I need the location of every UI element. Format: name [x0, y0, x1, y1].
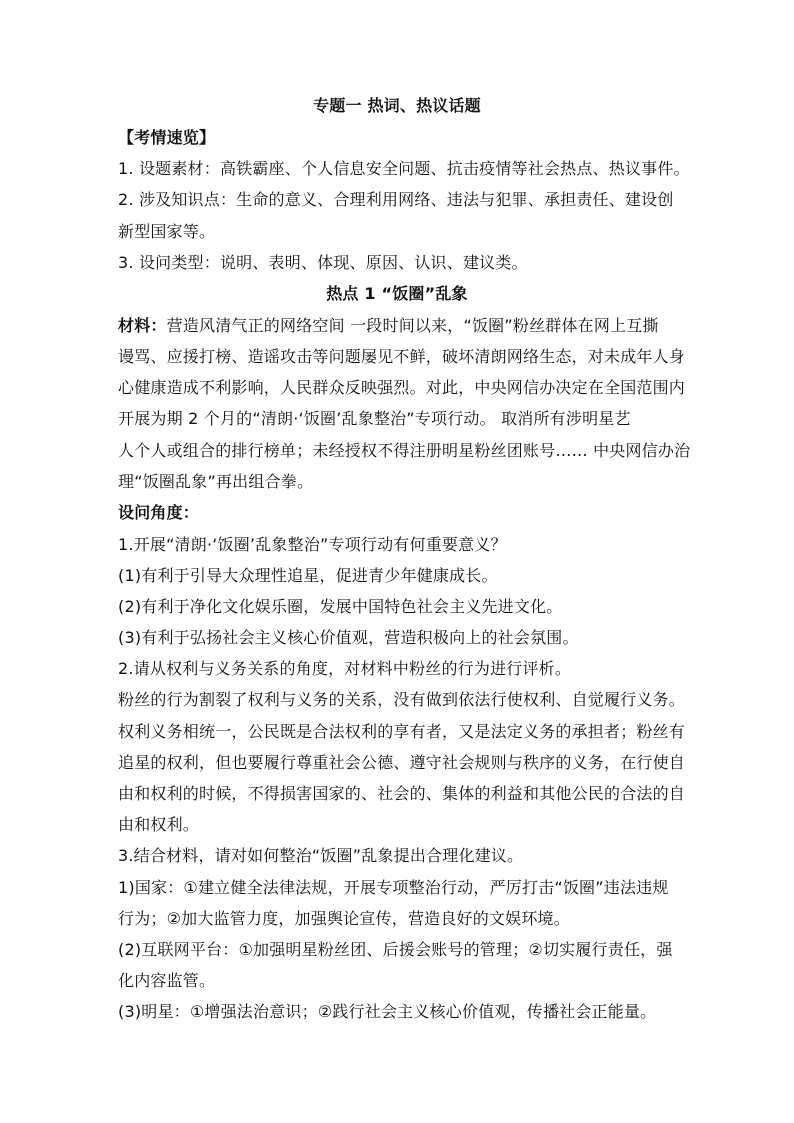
- answer-3-line-4: 化内容监管。: [118, 971, 216, 990]
- material-line-5: 人个人或组合的排行榜单；未经授权不得注册明星粉丝团账号…… 中央网信办治: [118, 441, 691, 460]
- answer-3-line-1: 1)国家：①建立健全法律法规，开展专项整治行动，严厉打击“饭圈”违法违规: [118, 878, 669, 897]
- answer-2-line-4: 由和权利的时候，不得损害国家的、社会的、集体的利益和其他公民的合法的自: [118, 784, 686, 803]
- answer-1-2: (2)有利于净化文化娱乐圈，发展中国特色社会主义先进文化。: [118, 597, 563, 616]
- material-line-6: 理“饭圈乱象”再出组合拳。: [118, 472, 314, 491]
- answer-2-line-1: 粉丝的行为割裂了权利与义务的关系，没有做到依法行使权利、自觉履行义务。: [118, 690, 686, 709]
- question-1: 1.开展“清朗·‘饭圈’乱象整治”专项行动有何重要意义？: [118, 535, 507, 554]
- answer-1-1: (1)有利于引导大众理性追星，促进青少年健康成长。: [118, 566, 498, 585]
- overview-line-1: 1. 设题素材：高铁霸座、个人信息安全问题、抗击疫情等社会热点、热议事件。: [118, 159, 690, 178]
- answer-3-line-3: (2)互联网平台：①加强明星粉丝团、后援会账号的管理；②切实履行责任，强: [118, 940, 673, 959]
- material-line-1: 材料：营造风清气正的网络空间 一段时间以来，“饭圈”粉丝群体在网上互撕: [118, 316, 659, 335]
- answer-3-line-2: 行为；②加大监管力度，加强舆论宣传，营造良好的文娱环境。: [118, 909, 570, 928]
- material-line-4: 开展为期 2 个月的“清朗·‘饭圈’乱象整治”专项行动。 取消所有涉明星艺: [118, 409, 631, 428]
- page-title: 专题一 热词、热议话题: [313, 96, 481, 115]
- overview-line-3: 新型国家等。: [118, 222, 216, 241]
- question-angle-label: 设问角度：: [118, 503, 200, 522]
- answer-2-line-2: 权利义务相统一，公民既是合法权利的享有者，又是法定义务的承担者；粉丝有: [118, 722, 686, 741]
- material-line-3: 心健康造成不利影响，人民群众反映强烈。对此，中央网信办决定在全国范围内: [118, 378, 686, 397]
- section-label: 【考情速览】: [118, 128, 216, 147]
- hotspot-title: 热点 1 “饭圈”乱象: [326, 284, 468, 303]
- material-line-2: 谩骂、应援打榜、造谣攻击等问题屡见不鲜，破坏清朗网络生态，对未成年人身: [118, 347, 686, 366]
- answer-1-3: (3)有利于弘扬社会主义核心价值观，营造积极向上的社会氛围。: [118, 628, 579, 647]
- material-label: 材料：: [118, 316, 167, 335]
- question-3: 3.结合材料，请对如何整治“饭圈”乱象提出合理化建议。: [118, 846, 524, 865]
- answer-2-line-3: 追星的权利，但也要履行尊重社会公德、遵守社会规则与秩序的义务，在行使自: [118, 753, 686, 772]
- answer-2-line-5: 由和权利。: [118, 815, 200, 834]
- question-2: 2.请从权利与义务关系的角度，对材料中粉丝的行为进行评析。: [118, 659, 572, 678]
- answer-3-line-5: (3)明星：①增强法治意识；②践行社会主义核心价值观，传播社会正能量。: [118, 1002, 657, 1021]
- overview-line-4: 3. 设问类型：说明、表明、体现、原因、认识、建议类。: [118, 253, 528, 272]
- overview-line-2: 2. 涉及知识点：生命的意义、合理利用网络、违法与犯罪、承担责任、建设创: [118, 190, 674, 209]
